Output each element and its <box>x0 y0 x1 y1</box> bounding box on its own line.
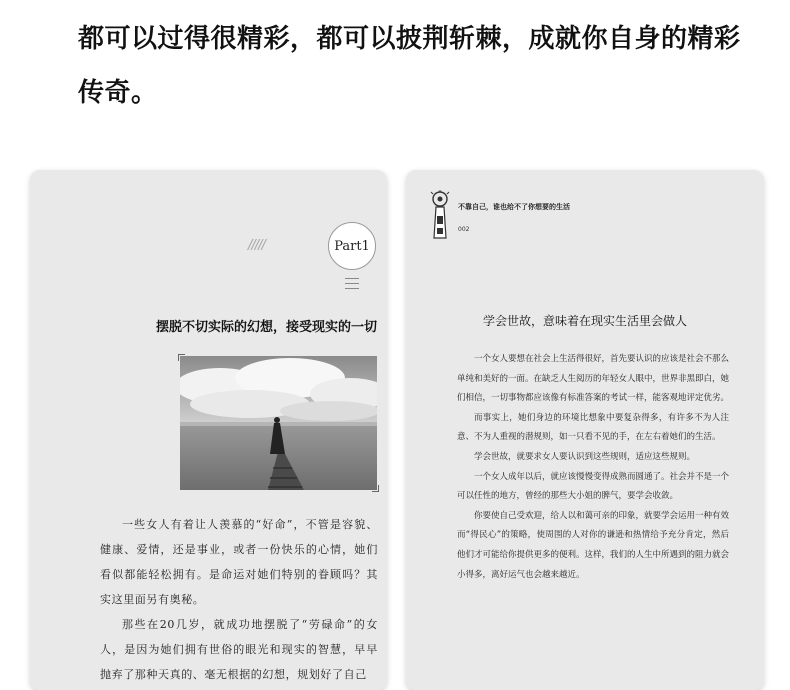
book-page-right <box>406 170 764 690</box>
part-badge <box>328 222 376 270</box>
headline-line-1: 都可以过得很精彩，都可以披荆斩棘，成就你自身的精彩 <box>78 24 741 54</box>
paragraph: 一个女人成年以后，就应该慢慢变得成熟而圆通了。社会并不是一个可以任性的地方，曾经的那些大小姐的脾气，要学会收敛。 <box>457 471 730 502</box>
running-header: 不靠自己，谁也给不了你想要的生活 <box>458 203 570 211</box>
headline-line-2: 传奇。 <box>78 78 158 108</box>
part-label: Part1 <box>334 238 370 254</box>
illustration-woman-on-railway <box>180 356 377 490</box>
paragraph: 一些女人有着让人羡慕的“好命”，不管是容貌、健康、爱情，还是事业，或者一份快乐的心情，她们看似都能轻松拥有。是命运对她们特别的眷顾吗？其实这里面另有奥秘。 <box>100 518 378 606</box>
lighthouse-icon <box>428 190 452 240</box>
decorative-slashes: ///// <box>248 238 265 253</box>
illustration-svg <box>180 356 377 490</box>
right-page-title: 学会世故，意味着在现实生活里会做人 <box>482 314 687 328</box>
paragraph: 学会世故，就要求女人要认识到这些规则，适应这些规则。 <box>474 451 696 462</box>
left-page-title: 摆脱不切实际的幻想，接受现实的一切 <box>155 320 377 335</box>
book-page-left <box>30 170 387 690</box>
headline <box>78 12 758 120</box>
right-page-body <box>457 350 729 585</box>
page-number: 002 <box>458 226 470 233</box>
paragraph: 一个女人要想在社会上生活得很好，首先要认识的应该是社会不那么单纯和美好的一面。在缺乏人生阅历的年轻女人眼中，世界非黑即白，她们相信，一切事物都应该像有标准答案的考试一样，能客观地评定优劣。 <box>457 354 730 404</box>
paragraph: 你要使自己受欢迎，给人以和蔼可亲的印象，就要学会运用一种有效而“得民心”的策略，使周围的人对你的谦逊和热情给予充分肯定，然后他们才可能给你提供更多的便利。这样，我们的人生中所遇到的阻力就会小得多，离好运气也会越来越近。 <box>457 510 730 580</box>
paragraph: 那些在20几岁，就成功地摆脱了“劳碌命”的女人，是因为她们拥有世俗的眼光和现实的智慧，早早抛弃了那种天真的、毫无根据的幻想，规划好了自己 <box>100 618 378 681</box>
hamburger-icon <box>345 278 359 293</box>
paragraph: 而事实上，她们身边的环境比想象中要复杂得多，有许多不为人注意、不为人重视的潜规则，如一只看不见的手，在左右着她们的生活。 <box>457 412 729 443</box>
left-page-body <box>100 512 378 687</box>
